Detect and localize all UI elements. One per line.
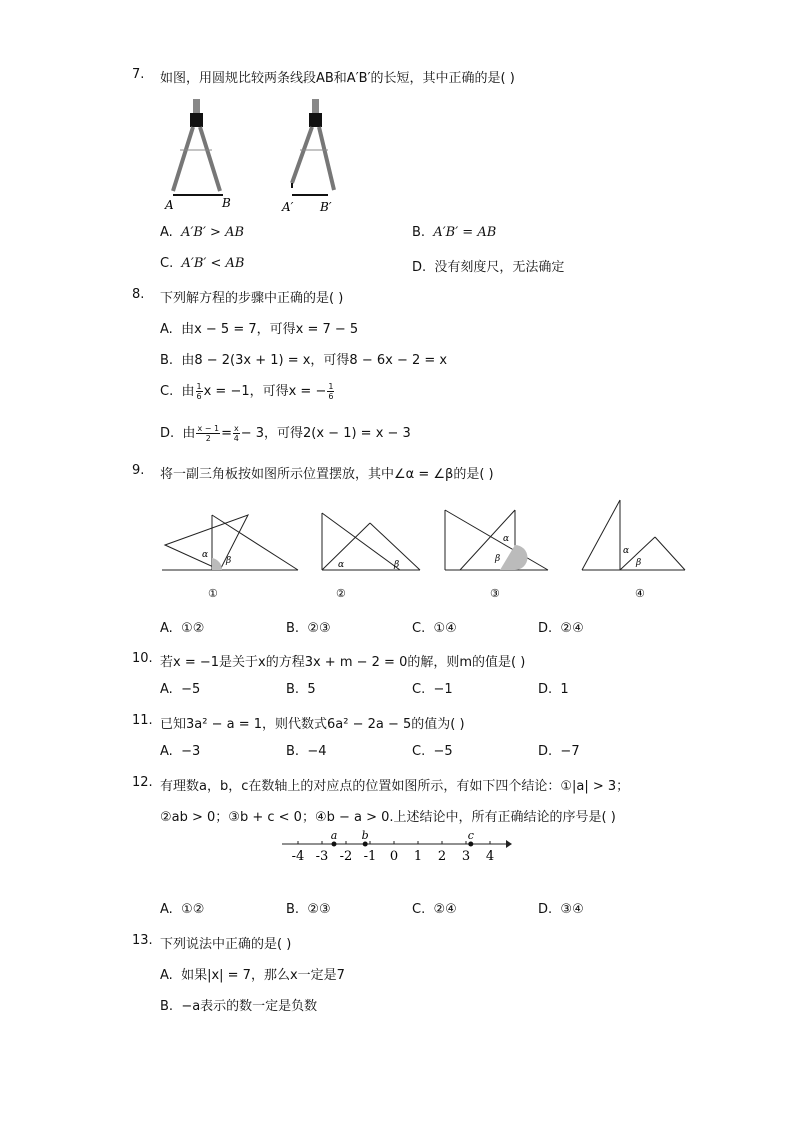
fraction: $\frac{x - 1}{2}$: [197, 424, 220, 443]
label-A-prime: A′: [282, 200, 294, 214]
q9-option-c[interactable]: C. ①④: [412, 621, 457, 636]
alpha-label-1: α: [202, 550, 209, 560]
q8-option-a[interactable]: A. 由x − 5 = 7，可得x = 7 − 5: [160, 322, 359, 337]
q8-option-d[interactable]: D. 由 $\frac{x - 1}{2}$ = $\frac{x}{4}$ − 3，可得2(x − 1) = x − 3: [160, 424, 411, 443]
beta-label-2: β: [394, 560, 400, 570]
q7-option-b[interactable]: B. A′B′ = AB: [412, 225, 497, 240]
q10-option-d[interactable]: D. 1: [538, 682, 569, 697]
q11-option-c[interactable]: C. −5: [412, 744, 453, 759]
figure-2-label: ②: [336, 587, 346, 600]
q7-option-c[interactable]: C. A′B′ < AB: [160, 256, 245, 271]
q9-option-b[interactable]: B. ②③: [286, 621, 331, 636]
alpha-label-3: α: [503, 534, 510, 544]
compass-figure: [160, 95, 360, 217]
number-line: [280, 826, 512, 868]
question-11-text: 已知3a² − a = 1，则代数式6a² − 2a − 5的值为( ): [160, 717, 465, 732]
q11-option-b[interactable]: B. −4: [286, 744, 327, 759]
q7-option-d[interactable]: D. 没有刻度尺，无法确定: [412, 260, 565, 275]
number-line-tick-label: 3: [461, 849, 471, 864]
q10-option-c[interactable]: C. −1: [412, 682, 453, 697]
number-line-point-label-c: c: [467, 829, 474, 842]
question-8-number: 8.: [132, 287, 145, 302]
beta-label-1: β: [226, 556, 232, 566]
question-13-number: 13.: [132, 933, 153, 948]
compass-left-icon: [173, 99, 223, 195]
question-9-text: 将一副三角板按如图所示位置摆放，其中∠α = ∠β的是( ): [160, 467, 494, 482]
q12-option-a[interactable]: A. ①②: [160, 902, 205, 917]
number-line-arrow: [506, 840, 512, 848]
q9-option-d[interactable]: D. ②④: [538, 621, 584, 636]
q12-option-c[interactable]: C. ②④: [412, 902, 457, 917]
number-line-tick-label: 2: [437, 849, 447, 864]
number-line-tick-label: -2: [339, 849, 353, 864]
label-A: A: [165, 198, 174, 212]
q13-option-a[interactable]: A. 如果|x| = 7，那么x一定是7: [160, 968, 345, 983]
beta-label-3: β: [495, 554, 501, 564]
alpha-label-4: α: [623, 546, 630, 556]
number-line-point-a: [332, 842, 337, 847]
q8-option-b[interactable]: B. 由8 − 2(3x + 1) = x，可得8 − 6x − 2 = x: [160, 353, 448, 368]
number-line-tick-label: -4: [291, 849, 305, 864]
question-12-text-line2: ②ab > 0；③b + c < 0；④b − a > 0.上述结论中，所有正确结论的序号是( ): [160, 810, 616, 825]
question-9-number: 9.: [132, 463, 145, 478]
q12-option-d[interactable]: D. ③④: [538, 902, 584, 917]
fraction: $\frac{x}{4}$: [233, 424, 239, 443]
q11-option-d[interactable]: D. −7: [538, 744, 580, 759]
number-line-point-label-a: a: [330, 829, 338, 842]
question-12-text: 有理数a，b，c在数轴上的对应点的位置如图所示，有如下四个结论：①|a| > 3；: [160, 779, 630, 794]
triangle-figures: [160, 495, 690, 603]
number-line-tick-label: 4: [485, 849, 495, 864]
fraction: $\frac{1}{6}$: [196, 382, 202, 401]
fraction: $\frac{1}{6}$: [328, 382, 334, 401]
number-line-point-b: [363, 842, 368, 847]
question-11-number: 11.: [132, 713, 153, 728]
beta-label-4: β: [636, 558, 642, 568]
q13-option-b[interactable]: B. −a表示的数一定是负数: [160, 999, 318, 1014]
q12-option-b[interactable]: B. ②③: [286, 902, 331, 917]
q7-option-a[interactable]: A. A′B′ > AB: [160, 225, 245, 240]
q11-option-a[interactable]: A. −3: [160, 744, 201, 759]
question-8-text: 下列解方程的步骤中正确的是( ): [160, 291, 344, 306]
question-10-text: 若x = −1是关于x的方程3x + m − 2 = 0的解，则m的值是( ): [160, 655, 526, 670]
question-12-number: 12.: [132, 775, 153, 790]
number-line-tick-label: -1: [363, 849, 377, 864]
figure-1-label: ①: [208, 587, 218, 600]
q10-option-b[interactable]: B. 5: [286, 682, 316, 697]
compass-right-icon: [292, 99, 334, 195]
question-7-number: 7.: [132, 67, 145, 82]
number-line-tick-label: -3: [315, 849, 329, 864]
q9-option-a[interactable]: A. ①②: [160, 621, 205, 636]
label-B-prime: B′: [320, 200, 332, 214]
figure-3-label: ③: [490, 587, 500, 600]
q10-option-a[interactable]: A. −5: [160, 682, 201, 697]
figure-4-label: ④: [635, 587, 645, 600]
number-line-point-label-b: b: [361, 829, 369, 842]
label-B: B: [222, 196, 231, 210]
number-line-point-c: [468, 842, 473, 847]
question-10-number: 10.: [132, 651, 153, 666]
q8-option-c[interactable]: C. 由 $\frac{1}{6}$ x = −1，可得x = − $\frac{1}{6}$: [160, 382, 334, 401]
question-13-text: 下列说法中正确的是( ): [160, 937, 292, 952]
number-line-tick-label: 1: [413, 849, 423, 864]
question-7-text: 如图，用圆规比较两条线段AB和A′B′的长短，其中正确的是( ): [160, 71, 515, 86]
number-line-tick-label: 0: [389, 849, 399, 864]
alpha-label-2: α: [338, 560, 345, 570]
